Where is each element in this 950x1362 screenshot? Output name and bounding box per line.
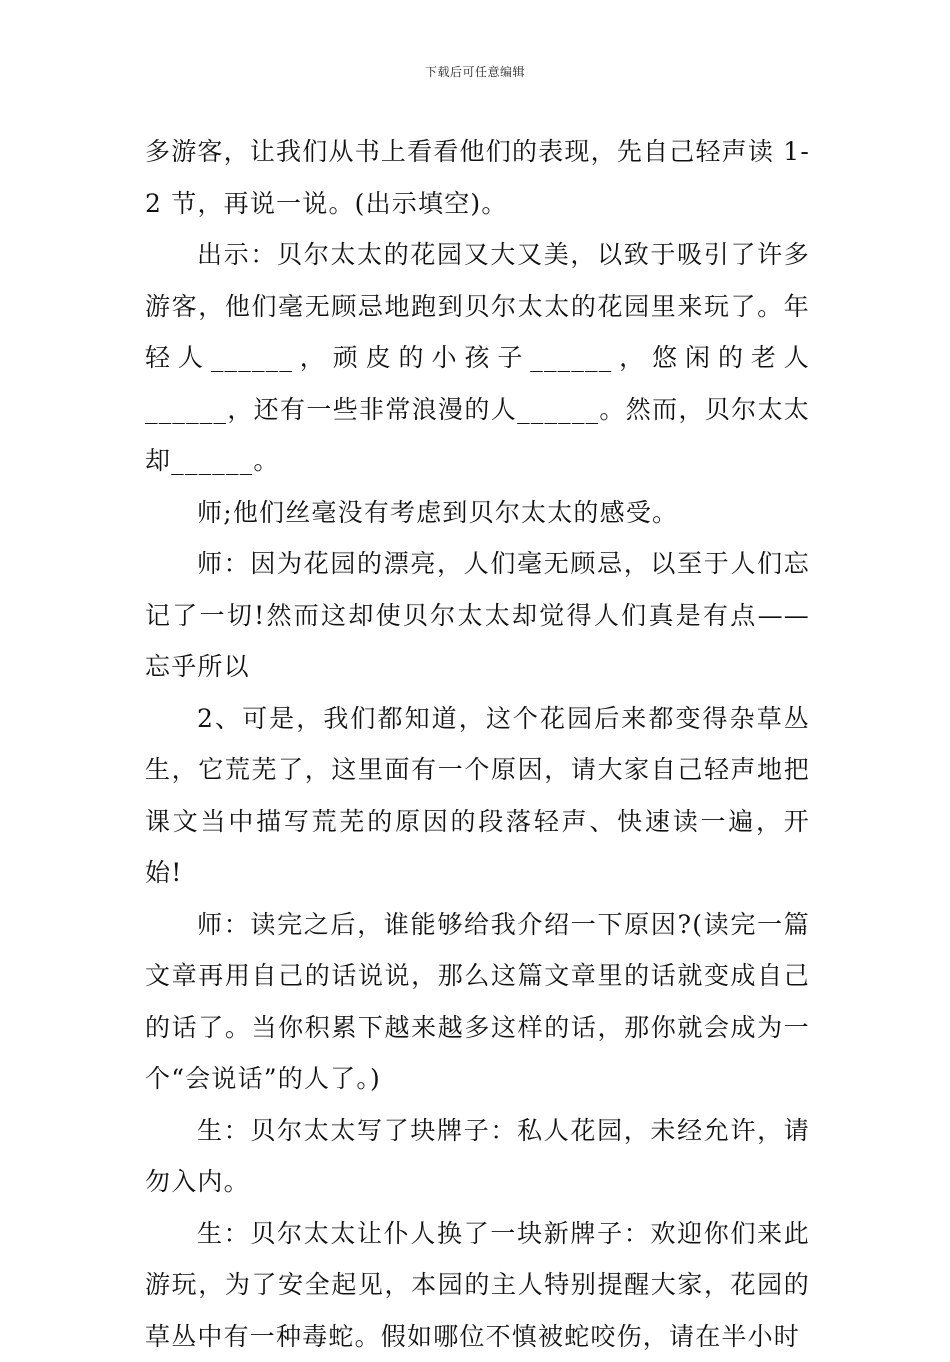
paragraph-3: 师;他们丝毫没有考虑到贝尔太太的感受。 [145,487,810,539]
paragraph-2: 出示：贝尔太太的花园又大又美，以致于吸引了许多游客，他们毫无顾忌地跑到贝尔太太的花园里来玩了。年轻人______，顽皮的小孩子______，悠闲的老人______，还有一些非常浪漫的人______。然而，贝尔太太却______。 [145,229,810,487]
paragraph-6: 师：读完之后，谁能够给我介绍一下原因?(读完一篇文章再用自己的话说说，那么这篇文章里的话就变成自己的话了。当你积累下越来越多这样的话，那你就会成为一个“会说话”的人了。) [145,899,810,1105]
paragraph-4: 师：因为花园的漂亮，人们毫无顾忌，以至于人们忘记了一切!然而这却使贝尔太太却觉得人们真是有点——忘乎所以 [145,538,810,693]
document-body [145,126,810,1362]
paragraph-5: 2、可是，我们都知道，这个花园后来都变得杂草丛生，它荒芜了，这里面有一个原因，请大家自己轻声地把课文当中描写荒芜的原因的段落轻声、快速读一遍，开始! [145,693,810,899]
paragraph-8: 生：贝尔太太让仆人换了一块新牌子：欢迎你们来此游玩，为了安全起见，本园的主人特别提醒大家，花园的草丛中有一种毒蛇。假如哪位不慎被蛇咬伤，请在半小时 [145,1208,810,1362]
paragraph-7: 生：贝尔太太写了块牌子：私人花园，未经允许，请勿入内。 [145,1105,810,1208]
paragraph-1: 多游客，让我们从书上看看他们的表现，先自己轻声读 1-2 节，再说一说。(出示填空)。 [145,126,810,229]
page-header: 下载后可任意编辑 [0,64,950,80]
